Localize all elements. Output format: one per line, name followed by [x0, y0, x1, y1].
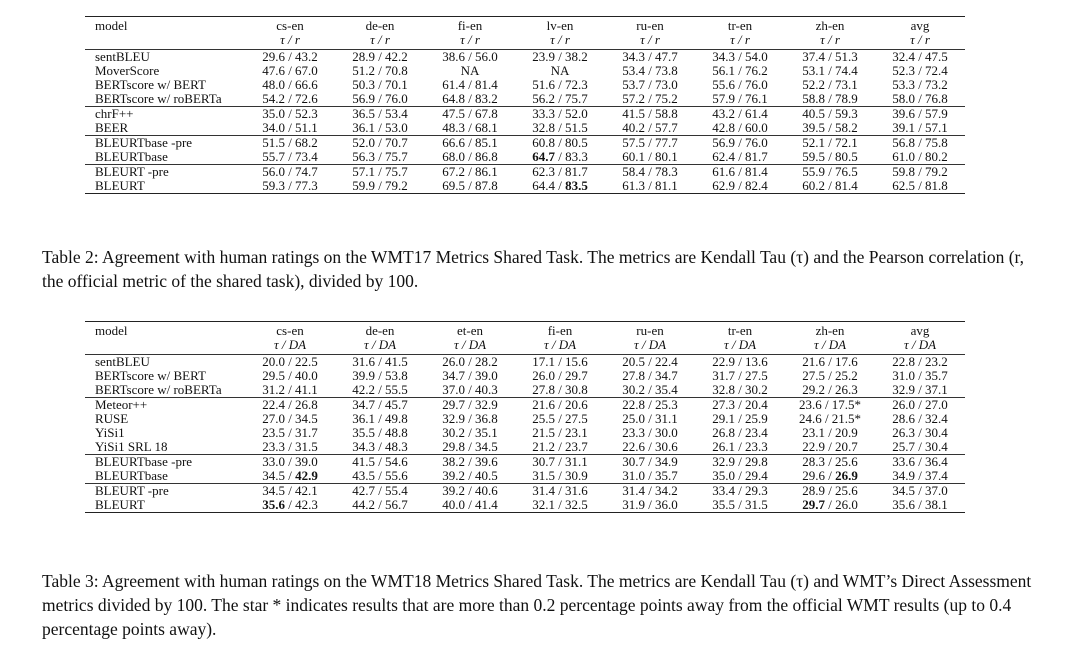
score-cell: 56.8 / 75.8 [892, 135, 948, 150]
score-part: 26.0 [835, 497, 858, 512]
row-group [85, 136, 965, 165]
score-cell: 38.6 / 56.0 [442, 49, 498, 64]
column-header: et-en [457, 323, 483, 338]
score-cell: 57.1 / 75.7 [352, 164, 408, 179]
score-cell: 30.7 / 31.1 [532, 454, 588, 469]
row-group [85, 455, 965, 484]
score-cell: 56.9 / 76.0 [352, 91, 408, 106]
score-cell: 60.2 / 81.4 [802, 178, 858, 193]
score-cell: 32.9 / 36.8 [442, 411, 498, 426]
model-name: chrF++ [95, 106, 134, 121]
score-cell: 62.4 / 81.7 [712, 149, 768, 164]
score-cell: 55.9 / 76.5 [802, 164, 858, 179]
score-cell: 31.2 / 41.1 [262, 382, 318, 397]
score-part: 35.6 [262, 497, 285, 512]
table-wmt18 [85, 321, 965, 513]
score-cell: 60.1 / 80.1 [622, 149, 678, 164]
model-name: BLEURTbase -pre [95, 135, 193, 150]
score-cell: 64.8 / 83.2 [442, 91, 498, 106]
score-cell: 58.8 / 78.9 [802, 91, 858, 106]
score-cell: 58.0 / 76.8 [892, 91, 948, 106]
score-cell: 61.4 / 81.4 [442, 77, 498, 92]
score-cell: 29.7 / 32.9 [442, 397, 498, 412]
table-row [85, 179, 965, 194]
score-cell: 47.6 / 67.0 [262, 63, 318, 78]
score-cell: 31.5 / 30.9 [532, 468, 588, 483]
score-cell: 26.3 / 30.4 [892, 425, 948, 440]
column-header: ru-en [636, 18, 664, 33]
score-cell: 53.7 / 73.0 [622, 77, 678, 92]
table-row [85, 355, 965, 370]
table-row [85, 440, 965, 455]
score-cell: 39.2 / 40.5 [442, 468, 498, 483]
model-name: MoverScore [95, 63, 160, 78]
score-cell: 21.2 / 23.7 [532, 439, 588, 454]
column-header: cs-en [276, 323, 304, 338]
score-cell: 32.4 / 47.5 [892, 49, 948, 64]
score-cell: 37.4 / 51.3 [802, 49, 858, 64]
score-cell: 56.9 / 76.0 [712, 135, 768, 150]
score-cell: 41.5 / 58.8 [622, 106, 678, 121]
score-cell: 23.6 / 17.5* [798, 397, 862, 412]
model-name: sentBLEU [95, 49, 150, 64]
table-row [85, 412, 965, 426]
score-cell: 53.1 / 74.4 [802, 63, 858, 78]
score-cell: 59.9 / 79.2 [352, 178, 408, 193]
score-cell: NA [550, 63, 570, 78]
score-cell: 69.5 / 87.8 [442, 178, 498, 193]
row-group [85, 50, 965, 107]
score-cell: 39.9 / 53.8 [352, 368, 408, 383]
score-cell: 35.6 / 38.1 [892, 497, 948, 512]
score-cell: 57.2 / 75.2 [622, 91, 678, 106]
score-cell: 32.1 / 32.5 [532, 497, 588, 512]
model-name: sentBLEU [95, 354, 150, 369]
score-cell: 61.0 / 80.2 [892, 149, 948, 164]
score-cell: 23.3 / 30.0 [622, 425, 678, 440]
score-cell: 62.9 / 82.4 [712, 178, 768, 193]
score-cell: 27.8 / 30.8 [532, 382, 588, 397]
score-cell: 30.2 / 35.1 [442, 425, 498, 440]
column-header: tr-en [727, 18, 753, 33]
score-cell: 34.3 / 48.3 [352, 439, 408, 454]
score-cell: 54.2 / 72.6 [262, 91, 318, 106]
column-header: fi-en [547, 323, 573, 338]
score-cell: 52.1 / 72.1 [802, 135, 858, 150]
score-part: 64.7 [532, 149, 555, 164]
score-cell: 29.6 / 26.9 [802, 468, 858, 483]
table-header [85, 322, 965, 355]
score-cell: 20.0 / 22.5 [262, 354, 318, 369]
table-row [85, 92, 965, 107]
table-row [85, 383, 965, 398]
score-cell: 34.9 / 37.4 [892, 468, 948, 483]
table-caption: Table 3: Agreement with human ratings on the WMT18 Metrics Shared Task. The metrics are Kendall Tau (τ) and WMT’s Direct Assessment metrics divided by 100. The star * indicates results that are more than 0.2 percentage points away from the official WMT results (up to 0.4 percentage points away). [42, 571, 1032, 639]
score-cell: 33.6 / 36.4 [892, 454, 948, 469]
score-cell: 52.2 / 73.1 [802, 77, 858, 92]
column-subheader: τ / DA [723, 337, 757, 352]
score-cell: 36.5 / 53.4 [352, 106, 408, 121]
column-header: model [95, 18, 128, 33]
score-cell: 51.6 / 72.3 [532, 77, 588, 92]
model-name: BEER [95, 120, 129, 135]
column-header: avg [910, 18, 930, 33]
score-cell: 34.3 / 54.0 [712, 49, 768, 64]
model-name: BLEURT [95, 178, 145, 193]
score-cell: 22.4 / 26.8 [262, 397, 318, 412]
score-cell: 36.1 / 49.8 [352, 411, 408, 426]
model-name: BERTscore w/ roBERTa [95, 91, 222, 106]
table-row [85, 78, 965, 92]
score-cell: 22.9 / 20.7 [802, 439, 858, 454]
score-cell: 56.0 / 74.7 [262, 164, 318, 179]
model-name: BLEURT -pre [95, 483, 169, 498]
score-cell: 34.7 / 45.7 [352, 397, 408, 412]
score-cell: 39.1 / 57.1 [892, 120, 948, 135]
score-cell: 35.5 / 48.8 [352, 425, 408, 440]
model-name: BLEURTbase -pre [95, 454, 193, 469]
column-subheader: τ / DA [273, 337, 307, 352]
score-cell: 31.4 / 31.6 [532, 483, 588, 498]
score-cell: 31.0 / 35.7 [622, 468, 678, 483]
column-header: ru-en [636, 323, 664, 338]
score-cell: 30.2 / 35.4 [622, 382, 678, 397]
score-cell: 28.6 / 32.4 [892, 411, 948, 426]
score-cell: 58.4 / 78.3 [622, 164, 678, 179]
score-cell: 50.3 / 70.1 [352, 77, 408, 92]
table-row [85, 107, 965, 122]
score-cell: 34.3 / 47.7 [622, 49, 678, 64]
score-cell: 23.3 / 31.5 [262, 439, 318, 454]
model-name: BLEURT -pre [95, 164, 169, 179]
score-cell: 61.3 / 81.1 [622, 178, 678, 193]
column-subheader: τ / r [640, 32, 660, 47]
model-name: BERTscore w/ roBERTa [95, 382, 222, 397]
column-subheader: τ / r [730, 32, 750, 47]
score-cell: 33.0 / 39.0 [262, 454, 318, 469]
score-cell: 22.8 / 23.2 [892, 354, 948, 369]
column-subheader: τ / r [460, 32, 480, 47]
column-subheader: τ / r [370, 32, 390, 47]
score-cell: 56.3 / 75.7 [352, 149, 408, 164]
score-cell: 64.4 / 83.5 [532, 178, 588, 193]
column-subheader: τ / DA [903, 337, 937, 352]
score-cell: 62.3 / 81.7 [532, 164, 588, 179]
score-cell: 39.5 / 58.2 [802, 120, 858, 135]
score-part: 26.9 [835, 468, 858, 483]
column-subheader: τ / DA [633, 337, 667, 352]
table-wmt17 [85, 16, 965, 194]
score-cell: 27.3 / 20.4 [712, 397, 768, 412]
score-cell: 41.5 / 54.6 [352, 454, 408, 469]
score-cell: 34.5 / 37.0 [892, 483, 948, 498]
score-cell: 26.0 / 27.0 [892, 397, 948, 412]
score-cell: 30.7 / 34.9 [622, 454, 678, 469]
model-name: BERTscore w/ BERT [95, 77, 206, 92]
score-cell: 31.6 / 41.5 [352, 354, 408, 369]
score-cell: 51.5 / 68.2 [262, 135, 318, 150]
score-cell: 20.5 / 22.4 [622, 354, 678, 369]
score-cell: 37.0 / 40.3 [442, 382, 498, 397]
column-header: tr-en [727, 323, 753, 338]
score-cell: 27.8 / 34.7 [622, 368, 678, 383]
score-cell: 32.9 / 29.8 [712, 454, 768, 469]
score-cell: 35.5 / 31.5 [712, 497, 768, 512]
row-group [85, 398, 965, 455]
model-name: RUSE [95, 411, 129, 426]
score-cell: 25.0 / 31.1 [622, 411, 678, 426]
score-cell: 32.8 / 51.5 [532, 120, 588, 135]
score-part: 29.6 [802, 468, 825, 483]
score-cell: 55.7 / 73.4 [262, 149, 318, 164]
model-name: BLEURTbase [95, 149, 168, 164]
score-cell: 22.6 / 30.6 [622, 439, 678, 454]
score-cell: 39.6 / 57.9 [892, 106, 948, 121]
score-cell: 29.5 / 40.0 [262, 368, 318, 383]
score-cell: 31.0 / 35.7 [892, 368, 948, 383]
column-subheader: τ / r [280, 32, 300, 47]
score-cell: 36.1 / 53.0 [352, 120, 408, 135]
score-part: 29.7 [802, 497, 825, 512]
score-cell: 35.0 / 29.4 [712, 468, 768, 483]
score-cell: 55.6 / 76.0 [712, 77, 768, 92]
score-cell: 67.2 / 86.1 [442, 164, 498, 179]
column-subheader: τ / r [550, 32, 570, 47]
score-cell: 66.6 / 85.1 [442, 135, 498, 150]
table-row [85, 165, 965, 180]
score-cell: 57.5 / 77.7 [622, 135, 678, 150]
score-cell: 42.2 / 55.5 [352, 382, 408, 397]
score-cell: 26.0 / 29.7 [532, 368, 588, 383]
column-header: zh-en [815, 323, 845, 338]
column-subheader: τ / DA [363, 337, 397, 352]
table-row [85, 64, 965, 78]
table-row [85, 455, 965, 470]
score-cell: 26.0 / 28.2 [442, 354, 498, 369]
score-cell: 33.4 / 29.3 [712, 483, 768, 498]
row-group [85, 165, 965, 194]
score-cell: 68.0 / 86.8 [442, 149, 498, 164]
column-header: model [95, 323, 128, 338]
table-caption: Table 2: Agreement with human ratings on the WMT17 Metrics Shared Task. The metrics are Kendall Tau (τ) and the Pearson correlation (r, the official metric of the shared task), divided by 100. [42, 247, 1025, 291]
score-cell: 34.7 / 39.0 [442, 368, 498, 383]
score-cell: 61.6 / 81.4 [712, 164, 768, 179]
score-cell: 51.2 / 70.8 [352, 63, 408, 78]
score-cell: 40.5 / 59.3 [802, 106, 858, 121]
score-cell: 23.9 / 38.2 [532, 49, 588, 64]
score-cell: 31.9 / 36.0 [622, 497, 678, 512]
score-cell: 26.8 / 23.4 [712, 425, 768, 440]
score-cell: 28.9 / 25.6 [802, 483, 858, 498]
score-cell: 60.8 / 80.5 [532, 135, 588, 150]
score-cell: 34.5 / 42.1 [262, 483, 318, 498]
score-cell: 43.5 / 55.6 [352, 468, 408, 483]
score-cell: 64.7 / 83.3 [532, 149, 588, 164]
score-cell: 27.0 / 34.5 [262, 411, 318, 426]
score-cell: 28.3 / 25.6 [802, 454, 858, 469]
column-header: de-en [365, 323, 395, 338]
score-cell: 29.2 / 26.3 [802, 382, 858, 397]
table-header [85, 17, 965, 50]
column-subheader: τ / DA [543, 337, 577, 352]
table-row [85, 484, 965, 499]
table-row [85, 150, 965, 165]
score-cell: 59.3 / 77.3 [262, 178, 318, 193]
score-cell: 34.0 / 51.1 [262, 120, 318, 135]
score-cell: 21.6 / 17.6 [802, 354, 858, 369]
score-cell: 40.0 / 41.4 [442, 497, 498, 512]
score-cell: 29.1 / 25.9 [712, 411, 768, 426]
score-cell: 31.4 / 34.2 [622, 483, 678, 498]
column-header: zh-en [815, 18, 845, 33]
score-cell: 21.5 / 23.1 [532, 425, 588, 440]
table-row [85, 50, 965, 65]
table-row [85, 498, 965, 513]
score-cell: 40.2 / 57.7 [622, 120, 678, 135]
score-cell: 17.1 / 15.6 [532, 354, 588, 369]
column-header: lv-en [546, 18, 574, 33]
row-group [85, 484, 965, 513]
row-group [85, 107, 965, 136]
score-cell: 33.3 / 52.0 [532, 106, 588, 121]
table-row [85, 469, 965, 484]
table-row [85, 121, 965, 136]
score-cell: 28.9 / 42.2 [352, 49, 408, 64]
score-cell: 24.6 / 21.5* [798, 411, 862, 426]
score-part: 34.5 [262, 468, 285, 483]
score-cell: 42.7 / 55.4 [352, 483, 408, 498]
score-part: 42.3 [295, 497, 318, 512]
score-cell: 44.2 / 56.7 [352, 497, 408, 512]
score-part: 83.5 [565, 178, 588, 193]
score-cell: 42.8 / 60.0 [712, 120, 768, 135]
model-name: BERTscore w/ BERT [95, 368, 206, 383]
score-cell: 48.0 / 66.6 [262, 77, 318, 92]
score-part: 83.3 [565, 149, 588, 164]
score-cell: 52.3 / 72.4 [892, 63, 948, 78]
score-part: 42.9 [295, 468, 318, 483]
score-cell: 35.0 / 52.3 [262, 106, 318, 121]
score-cell: 29.6 / 43.2 [262, 49, 318, 64]
model-name: YiSi1 [95, 425, 125, 440]
column-header: fi-en [457, 18, 483, 33]
score-cell: 29.8 / 34.5 [442, 439, 498, 454]
score-cell: 23.5 / 31.7 [262, 425, 318, 440]
score-cell: 62.5 / 81.8 [892, 178, 948, 193]
column-header: cs-en [276, 18, 304, 33]
score-cell: 29.7 / 26.0 [802, 497, 858, 512]
score-cell: 32.8 / 30.2 [712, 382, 768, 397]
score-cell: 53.3 / 73.2 [892, 77, 948, 92]
column-subheader: τ / DA [453, 337, 487, 352]
table-row [85, 398, 965, 413]
score-cell: 47.5 / 67.8 [442, 106, 498, 121]
model-name: Meteor++ [95, 397, 148, 412]
score-cell: 59.5 / 80.5 [802, 149, 858, 164]
score-cell: 27.5 / 25.2 [802, 368, 858, 383]
score-cell: 59.8 / 79.2 [892, 164, 948, 179]
score-part: 64.4 [532, 178, 555, 193]
score-cell: 22.8 / 25.3 [622, 397, 678, 412]
column-header: de-en [365, 18, 395, 33]
column-header: avg [910, 323, 930, 338]
table-row [85, 369, 965, 383]
model-name: YiSi1 SRL 18 [95, 439, 168, 454]
score-cell: 35.6 / 42.3 [262, 497, 318, 512]
score-cell: 32.9 / 37.1 [892, 382, 948, 397]
score-cell: 53.4 / 73.8 [622, 63, 678, 78]
score-cell: 57.9 / 76.1 [712, 91, 768, 106]
table-row [85, 426, 965, 440]
score-cell: 56.1 / 76.2 [712, 63, 768, 78]
score-cell: 48.3 / 68.1 [442, 120, 498, 135]
score-cell: 25.5 / 27.5 [532, 411, 588, 426]
score-cell: 31.7 / 27.5 [712, 368, 768, 383]
score-cell: 23.1 / 20.9 [802, 425, 858, 440]
score-cell: 38.2 / 39.6 [442, 454, 498, 469]
column-subheader: τ / DA [813, 337, 847, 352]
column-subheader: τ / r [820, 32, 840, 47]
row-group [85, 355, 965, 398]
column-subheader: τ / r [910, 32, 930, 47]
model-name: BLEURT [95, 497, 145, 512]
score-cell: 43.2 / 61.4 [712, 106, 768, 121]
score-cell: 26.1 / 23.3 [712, 439, 768, 454]
table-row [85, 136, 965, 151]
score-cell: 56.2 / 75.7 [532, 91, 588, 106]
score-cell: 39.2 / 40.6 [442, 483, 498, 498]
score-cell: 22.9 / 13.6 [712, 354, 768, 369]
score-cell: 25.7 / 30.4 [892, 439, 948, 454]
model-name: BLEURTbase [95, 468, 168, 483]
score-cell: 34.5 / 42.9 [262, 468, 318, 483]
score-cell: 21.6 / 20.6 [532, 397, 588, 412]
score-cell: NA [460, 63, 480, 78]
score-cell: 52.0 / 70.7 [352, 135, 408, 150]
